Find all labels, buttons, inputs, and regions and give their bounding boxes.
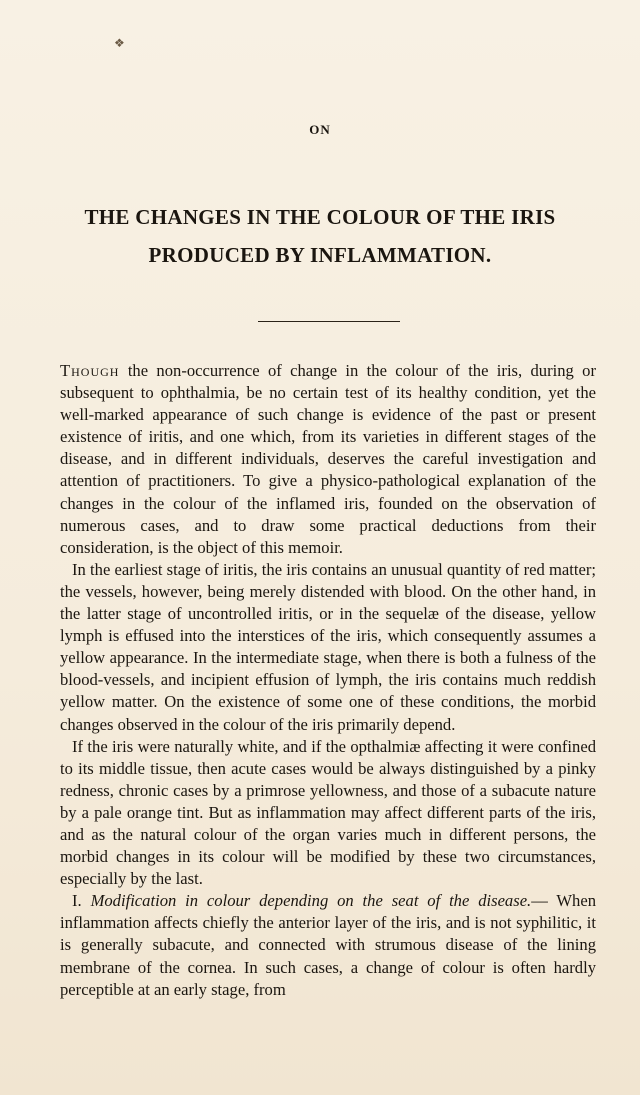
paragraph-1 — [60, 360, 596, 559]
paragraph-2: In the earliest stage of iritis, the iris contains an unusual quantity of red matter; the vessels, however, being merely distended with blood. On the other hand, in the latter stage of uncontrolled iritis, or in the sequelæ of the disease, yellow lymph is effused into the interstices of the iris, which consequently assumes a yellow appearance. In the intermediate stage, when there is both a fulness of the blood-vessels, and incipient effusion of lymph, the iris contains much reddish yellow matter. On the existence of some one of these conditions, the morbid changes observed in the colour of the iris primarily depend. — [60, 559, 596, 734]
lead-word: Though — [60, 361, 120, 380]
paragraph-4-text: — When inflammation affects chiefly the anterior layer of the iris, and is not syphilitic, it is generally subacute, and connected with strumous disease of the lining membrane of the cornea. In such cases, a change of colour is often hardly perceptible at an early stage, from — [60, 891, 596, 999]
article-body — [60, 360, 596, 1001]
title-line-1: THE CHANGES IN THE COLOUR OF THE IRIS — [84, 205, 556, 229]
heading-on: ON — [309, 122, 331, 137]
divider-rule — [258, 321, 400, 322]
section-heading: Modification in colour depending on the seat of the disease. — [90, 891, 532, 911]
paragraph-3: If the iris were naturally white, and if the opthalmiæ affecting it were confined to its middle tissue, then acute cases would be always distinguished by a pinky redness, chronic cases by a primrose yellowness, and those of a subacute nature by a pale orange tint. But as inflammation may affect different parts of the iris, and as the natural colour of the organ varies much in different persons, the morbid changes in its colour will be modified by these two circumstances, especially by the last. — [60, 736, 596, 889]
section-number: I. — [72, 891, 82, 911]
title-line-2: PRODUCED BY INFLAMMATION. — [148, 243, 492, 267]
paragraph-4 — [60, 890, 596, 1000]
paragraph-1-text: the non-occurrence of change in the colour of the iris, during or subsequent to ophthalmia, be no certain test of its healthy condition, yet the well-marked appearance of such change is evidence of the past or present existence of iritis, and one which, from its varieties in different stages of the disease, and in different individuals, deserves the careful investigation and attention of practitioners. To give a physico-pathological explanation of the changes in the colour of the inflamed iris, founded on the observation of numerous cases, and to draw some practical deductions from their consideration, is the object of this memoir. — [60, 361, 596, 557]
ink-mark-icon: ❖ — [114, 36, 125, 50]
